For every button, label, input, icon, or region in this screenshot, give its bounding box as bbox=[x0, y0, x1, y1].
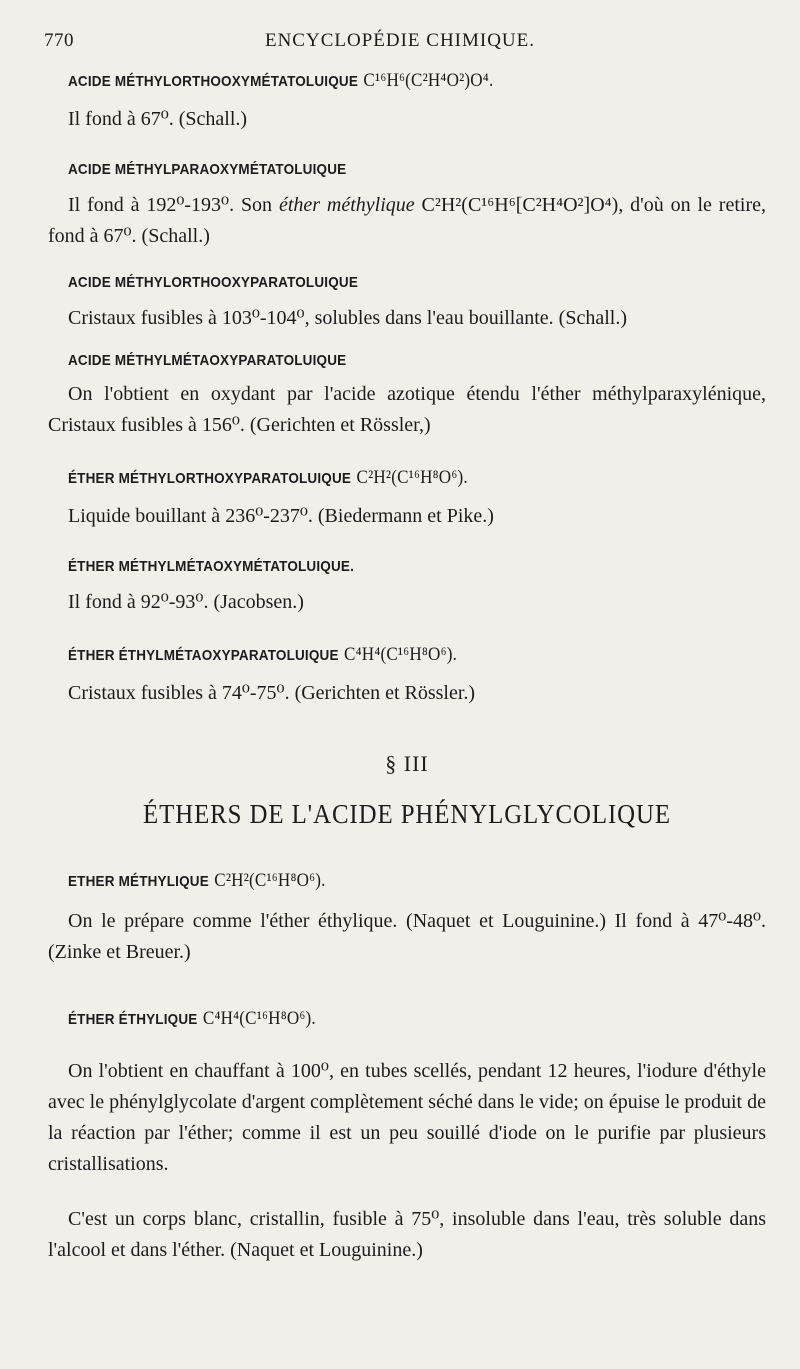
section-mark: § III bbox=[385, 751, 429, 776]
header-title: ENCYCLOPÉDIE CHIMIQUE. bbox=[264, 30, 536, 51]
entry-heading: ÉTHER ÉTHYLIQUE C⁴H⁴(C¹⁶H⁸O⁶). bbox=[68, 1008, 316, 1029]
entry-heading: ACIDE MÉTHYLMÉTAOXYPARATOLUIQUE bbox=[68, 352, 347, 369]
entry-formula: C²H²(C¹⁶H⁸O⁶). bbox=[356, 467, 468, 488]
entry-block bbox=[48, 1008, 766, 1180]
entry-text: On le prépare comme l'éther éthylique. (Naquet et Louguinine.) Il fond à 47⁰-48⁰. (Zinke et Breuer.) bbox=[48, 910, 766, 963]
entry-text: On l'obtient en chauffant à 100⁰, en tubes scellés, pendant 12 heures, l'iodure d'éthyle avec le phénylglycolate d'argent complètement séché dans le vide; on épuise le produit de la réaction par l'éther; comme il est un peu souillé d'iode on le purifie par plusieurs cristallisations. bbox=[48, 1060, 766, 1175]
entry-text: Cristaux fusibles à 74⁰-75⁰. (Gerichten et Rössler.) bbox=[68, 682, 476, 704]
entry-text: Liquide bouillant à 236⁰-237⁰. (Biedermann et Pike.) bbox=[68, 505, 494, 527]
entry-block bbox=[48, 70, 766, 135]
entry-formula: C²H²(C¹⁶H⁸O⁶). bbox=[214, 870, 326, 891]
entry-heading: ACIDE MÉTHYLORTHOOXYPARATOLUIQUE bbox=[68, 274, 359, 291]
entry-text: Il fond à 192⁰-193⁰. Son éther méthylique C²H²(C¹⁶H⁶[C²H⁴O²]O⁴), d'où on le retire, fond à 67⁰. (Schall.) bbox=[48, 194, 766, 247]
final-paragraph: C'est un corps blanc, cristallin, fusible à 75⁰, insoluble dans l'eau, très soluble dans l'alcool et dans l'éther. (Naquet et Louguinine.) bbox=[48, 1208, 766, 1261]
entry-heading: ÉTHER MÉTHYLORTHOXYPARATOLUIQUE C²H²(C¹⁶H⁸O⁶). bbox=[68, 467, 468, 488]
entry-block bbox=[48, 558, 766, 618]
entry-formula: C⁴H⁴(C¹⁶H⁸O⁶). bbox=[202, 1008, 316, 1029]
entry-block bbox=[48, 352, 766, 441]
entry-text: Cristaux fusibles à 103⁰-104⁰, solubles dans l'eau bouillante. (Schall.) bbox=[68, 307, 627, 329]
running-head bbox=[44, 30, 756, 52]
entry-block bbox=[48, 644, 766, 709]
entry-heading: ACIDE MÉTHYLPARAOXYMÉTATOLUIQUE bbox=[68, 161, 347, 178]
entry-heading: ACIDE MÉTHYLORTHOOXYMÉTATOLUIQUE C¹⁶H⁶(C²H⁴O²)O⁴. bbox=[68, 70, 494, 91]
entry-text: Il fond à 67⁰. (Schall.) bbox=[68, 108, 248, 130]
entry-block bbox=[48, 274, 766, 334]
entry-text: Il fond à 92⁰-93⁰. (Jacobsen.) bbox=[68, 591, 304, 613]
entry-heading: ÉTHER ÉTHYLMÉTAOXYPARATOLUIQUE C⁴H⁴(C¹⁶H⁸O⁶). bbox=[68, 644, 458, 665]
entry-formula: C¹⁶H⁶(C²H⁴O²)O⁴. bbox=[363, 70, 494, 91]
entry-block bbox=[48, 467, 766, 532]
page-number: 770 bbox=[44, 30, 74, 51]
entry-heading: ÉTHER MÉTHYLMÉTAOXYMÉTATOLUIQUE. bbox=[68, 558, 355, 575]
entry-text: On l'obtient en oxydant par l'acide azotique étendu l'éther méthylparaxylénique, Cristaux fusibles à 156⁰. (Gerichten et Rössler,) bbox=[48, 383, 766, 436]
entry-formula: C⁴H⁴(C¹⁶H⁸O⁶). bbox=[344, 644, 458, 665]
page-content bbox=[48, 64, 766, 1266]
entry-block bbox=[48, 161, 766, 252]
entry-block bbox=[48, 870, 766, 968]
chapter-title: ÉTHERS DE L'ACIDE PHÉNYLGLYCOLIQUE bbox=[143, 799, 671, 829]
entry-heading: ETHER MÉTHYLIQUE C²H²(C¹⁶H⁸O⁶). bbox=[68, 870, 326, 891]
